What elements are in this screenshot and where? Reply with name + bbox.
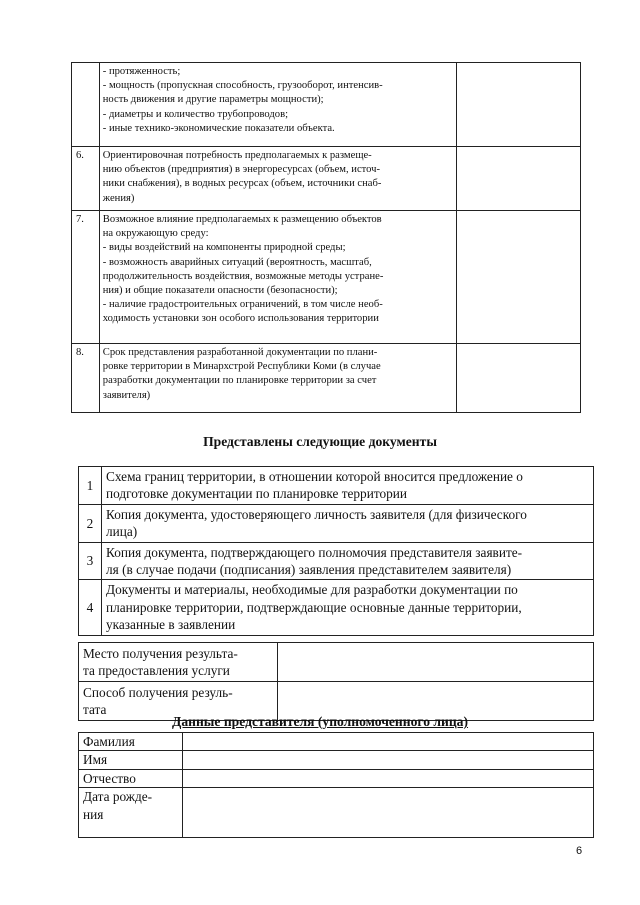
table-row (79, 467, 594, 505)
result-delivery-table (78, 642, 594, 721)
row-description: - протяженность; - мощность (пропускная способность, грузооборот, интенсив- ность движения и другие параметры мощности); - диаметры и количество трубопроводов; - иные технико-экономические показатели объекта. (99, 63, 456, 147)
table-row (72, 63, 581, 147)
patronymic-field[interactable] (183, 769, 594, 787)
table-row (79, 769, 594, 787)
table-row (79, 542, 594, 580)
row-description: Схема границ территории, в отношении которой вносится предложение о подготовке документации по планировке территории (102, 467, 594, 505)
row-description: Срок представления разработанной документации по плани- ровке территории в Минархстрой Республики Коми (в случае разработки документации по планировке территории за счет заявителя) (99, 344, 456, 413)
first-name-label: Имя (79, 751, 183, 769)
row-number: 4 (79, 580, 102, 635)
row-number: 8. (72, 344, 100, 413)
result-place-field[interactable] (278, 643, 594, 682)
representative-heading: Данные представителя (уполномоченного лица) (171, 714, 469, 729)
row-number: 3 (79, 542, 102, 580)
table-row (79, 580, 594, 635)
birth-date-label: Дата рожде- ния (79, 788, 183, 838)
row-description: Копия документа, удостоверяющего личность заявителя (для физического лица) (102, 504, 594, 542)
table-row (72, 147, 581, 211)
documents-heading: Представлены следующие документы (203, 434, 437, 449)
row-description: Ориентировочная потребность предполагаемых к размеще- нию объектов (предприятия) в энергоресурсах (объем, источ- ники снабжения), в водных ресурсах (объем, источники снаб- жения) (99, 147, 456, 211)
result-place-label: Место получения результа- та предоставления услуги (79, 643, 278, 682)
table-row (79, 788, 594, 838)
table-row (79, 733, 594, 751)
patronymic-label: Отчество (79, 769, 183, 787)
result-method-label: Способ получения резуль- тата (79, 681, 278, 720)
representative-table (78, 732, 594, 838)
row-value-cell[interactable] (456, 63, 580, 147)
requirements-table (71, 62, 581, 413)
row-value-cell[interactable] (456, 211, 580, 344)
table-row (79, 751, 594, 769)
surname-field[interactable] (183, 733, 594, 751)
row-value-cell[interactable] (456, 147, 580, 211)
row-number: 1 (79, 467, 102, 505)
documents-table (78, 466, 594, 636)
table-row (72, 211, 581, 344)
row-value-cell[interactable] (456, 344, 580, 413)
row-number: 6. (72, 147, 100, 211)
table-row (72, 344, 581, 413)
row-description: Документы и материалы, необходимые для разработки документации по планировке территории, подтверждающие основные данные территории, указанные в заявлении (102, 580, 594, 635)
row-description: Копия документа, подтверждающего полномочия представителя заявите- ля (в случае подачи (подписания) заявления представителем заявителя) (102, 542, 594, 580)
row-description: Возможное влияние предполагаемых к размещению объектов на окружающую среду: - виды воздействий на компоненты природной среды; - возможность аварийных ситуаций (вероятность, масштаб, продолжительность воздействия, возможные методы устране- ния) и общие показатели опасности (безопасности); - наличие градостроительных ограничений, в том числе необ- ходимость установки зон особого использования территории (99, 211, 456, 344)
row-number: 2 (79, 504, 102, 542)
row-number (72, 63, 100, 147)
first-name-field[interactable] (183, 751, 594, 769)
row-number: 7. (72, 211, 100, 344)
birth-date-field[interactable] (183, 788, 594, 838)
table-row (79, 504, 594, 542)
table-row (79, 643, 594, 682)
page-number: 6 (576, 845, 583, 857)
surname-label: Фамилия (79, 733, 183, 751)
